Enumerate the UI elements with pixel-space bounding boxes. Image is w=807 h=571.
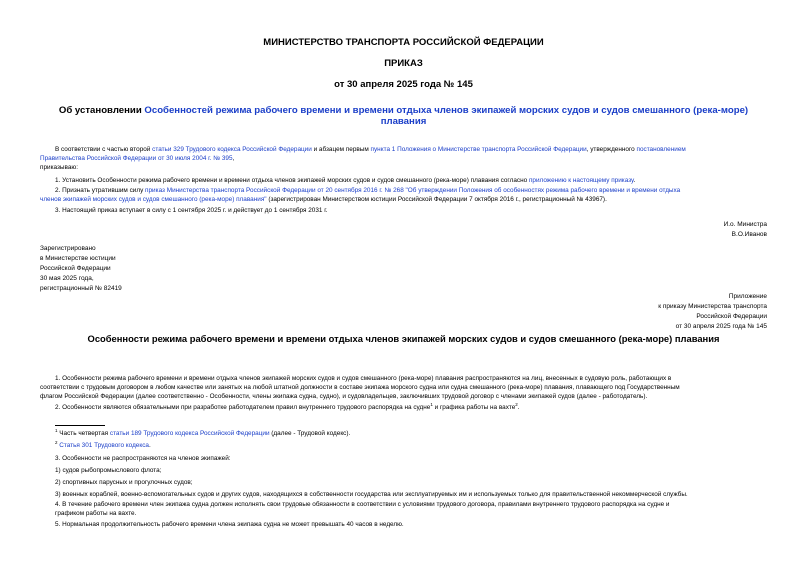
body-p2 (55, 401, 520, 413)
link-article-329[interactable]: статьи 329 Трудового кодекса Российской Федерации (152, 146, 312, 153)
body-p1-line-2: соответствии с трудовым договором в любом качестве или занятых на любой штатной должности в составе экипажа морского судна или судна смешанного (река-море) плавания, плавающего под Государственным (40, 384, 680, 391)
order-date-number: от 30 апреля 2025 года № 145 (334, 79, 473, 90)
signature-name: В.О.Иванов (731, 231, 767, 238)
registration-line: в Министерстве юстиции (40, 255, 116, 262)
signature-position: И.о. Министра (723, 221, 767, 228)
link-article-301[interactable]: Статья 301 Трудового кодекса (57, 442, 149, 449)
registration-line: Зарегистрировано (40, 245, 96, 252)
order-title (40, 105, 767, 127)
footnote-ref-2[interactable]: 2 (515, 401, 518, 407)
registration-block (40, 244, 122, 294)
footnote-1-mark: 1 (55, 427, 58, 433)
link-resolution[interactable]: постановлением (636, 146, 686, 153)
doc-type: ПРИКАЗ (384, 58, 423, 69)
link-order-268[interactable]: приказ Министерства транспорта Российской Федерации от 20 сентября 2016 г. № 268 "Об утверждении Положения об особенностях режима рабочего времени и времени отдыха (145, 187, 681, 194)
item-1-text: 1. Установить Особенности режима рабочего времени и времени отдыха членов экипажей морских судов и судов смешанного (река-море) плавания согласно (55, 177, 529, 184)
item-2-line-1 (55, 187, 680, 196)
body-p5: 5. Нормальная продолжительность рабочего времени члена экипажа судна не может превышать 40 часов в неделю. (55, 521, 404, 528)
link-article-189[interactable]: статьи 189 Трудового кодекса Российской Федерации (109, 430, 270, 437)
body-p3-item-2: 2) спортивных парусных и прогулочных судов; (55, 479, 193, 486)
order-title-link[interactable]: Особенностей режима рабочего времени и времени отдыха членов экипажей морских судов и судов смешанного (река-море) плавания (144, 105, 749, 127)
appendix-line: от 30 апреля 2025 года № 145 (675, 323, 767, 330)
preamble-text: В соответствии с частью второй (55, 146, 153, 153)
link-ministry-regulation[interactable]: пункта 1 Положения о Министерстве транспорта Российской Федерации (370, 146, 587, 153)
link-appendix[interactable]: приложению к настоящему приказу (528, 177, 634, 184)
signature-block (724, 220, 767, 240)
item-1 (55, 177, 635, 186)
registration-line: регистрационный № 82419 (40, 285, 122, 292)
item-3: 3. Настоящий приказ вступает в силу с 1 сентября 2025 г. и действует до 1 сентября 2031 г. (55, 207, 328, 214)
body-p2-text: и графика работы на вахте (432, 404, 516, 411)
body-p1-line-1: 1. Особенности режима рабочего времени и времени отдыха членов экипажей морских судов и судов смешанного (река-море) плавания распространяются на лиц, внесенных в судовую роль, работающих в (55, 375, 672, 382)
footnote-ref-1[interactable]: 1 (430, 401, 433, 407)
link-order-268-cont[interactable]: членов экипажей морских судов и судов смешанного (река-море) плавания" (40, 196, 267, 203)
footnote-1-text: Часть четвертая (57, 430, 110, 437)
appendix-line: Российской Федерации (696, 313, 767, 320)
body-p3: 3. Особенности не распространяются на членов экипажей: (55, 455, 231, 462)
body-p1-line-3: флагом Российской Федерации (далее соответственно - Особенности, члены экипажа судна, судно), и судовладельцев, заключивших трудовой договор с членами экипажей судов (далее - работодатель). (40, 393, 648, 400)
appendix-line: Приложение (728, 293, 767, 300)
item-2-line-2 (40, 196, 607, 205)
item-1-end: . (633, 177, 636, 184)
footnote-1-text: (далее - Трудовой кодекс). (269, 430, 351, 437)
preamble-text: , утвержденного (586, 146, 637, 153)
footnote-2-mark: 2 (55, 439, 58, 445)
registration-line: Российской Федерации (40, 265, 111, 272)
body-p4-line-2: графиком работы на вахте. (55, 510, 137, 517)
body-p3-item-1: 1) судов рыбопромыслового флота; (55, 467, 162, 474)
footnote-divider (55, 425, 105, 426)
item-2-text: (зарегистрирован Министерством юстиции Российской Федерации 7 октября 2016 г., регистрационный № 43967). (266, 196, 607, 203)
body-p4-line-1: 4. В течение рабочего времени член экипажа судна должен исполнять свои трудовые обязанности в соответствии с условиями трудового договора, правилами внутреннего трудового распорядка на судне и (55, 501, 670, 508)
item-2-text: 2. Признать утратившим силу (55, 187, 146, 194)
footnote-2-end: . (148, 442, 151, 449)
registration-line: 30 мая 2025 года, (40, 275, 94, 282)
footnote-1 (55, 427, 351, 439)
preamble-line-3: приказываю: (40, 164, 78, 171)
preamble-line-1 (55, 146, 686, 155)
preamble-text: , (232, 155, 235, 162)
preamble-line-2 (40, 155, 234, 164)
link-government-resolution[interactable]: Правительства Российской Федерации от 30 июля 2004 г. № 395 (40, 155, 233, 162)
appendix-header (658, 292, 767, 332)
appendix-title: Особенности режима рабочего времени и времени отдыха членов экипажей морских судов и судов смешанного (река-море) плавания (87, 333, 720, 344)
ministry-header: МИНИСТЕРСТВО ТРАНСПОРТА РОССИЙСКОЙ ФЕДЕРАЦИИ (263, 37, 544, 48)
appendix-line: к приказу Министерства транспорта (658, 303, 767, 310)
body-p2-end: . (517, 404, 520, 411)
body-p2-text: 2. Особенности являются обязательными при разработке работодателем правил внутреннего трудового распорядка на судне (55, 404, 431, 411)
order-title-prefix: Об установлении (58, 105, 145, 116)
body-p3-item-3: 3) военных кораблей, военно-вспомогательных судов и других судов, находящихся в собственности государства или эксплуатируемых им и используемых только для правительственной некоммерческой службы. (55, 491, 688, 498)
preamble-text: и абзацем первым (311, 146, 371, 153)
footnote-2 (55, 439, 151, 451)
